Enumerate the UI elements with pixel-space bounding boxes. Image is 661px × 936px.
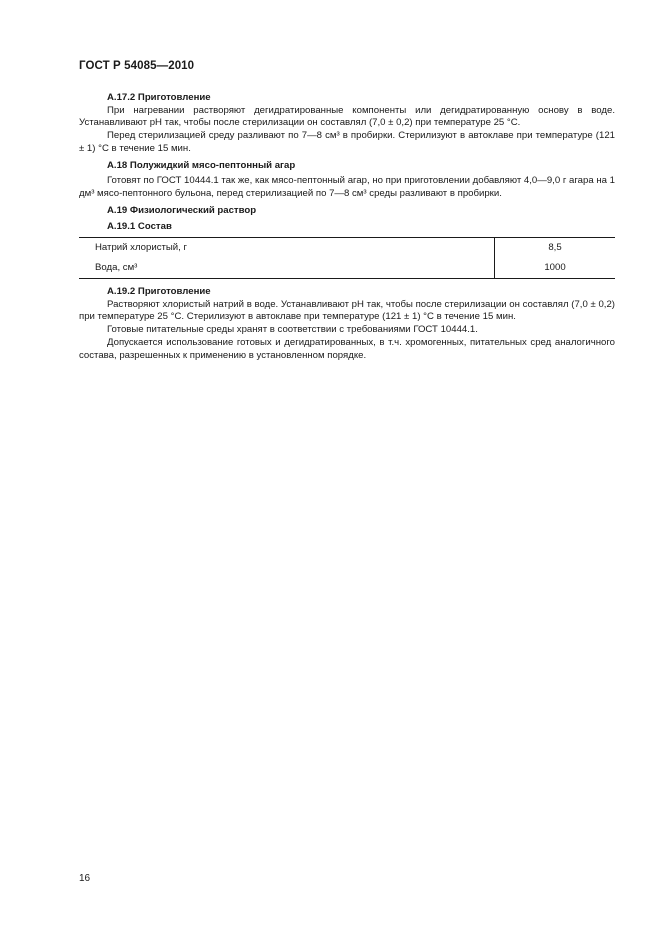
page-number: 16 [79, 873, 91, 884]
page-content [79, 92, 615, 362]
table-cell-name: Вода, см³ [79, 258, 495, 279]
table-cell-value: 8,5 [495, 238, 616, 259]
table-row [79, 238, 615, 259]
section-heading-a17-2: А.17.2 Приготовление [107, 92, 211, 103]
paragraph: Перед стерилизацией среду разливают по 7—8 см³ в пробирки. Стерилизуют в автоклаве при температуре (121 ± 1) °C в течение 15 мин. [79, 130, 615, 154]
composition-table [79, 237, 615, 279]
table-cell-value: 1000 [495, 258, 616, 279]
subsection-heading-a19-1: А.19.1 Состав [107, 221, 172, 233]
paragraph: Допускается использование готовых и дегидратированных, в т.ч. хромогенных, питательных сред аналогичного состава, разрешенных к применению в установленном порядке. [79, 336, 615, 361]
paragraph: Готовят по ГОСТ 10444.1 так же, как мясо-пептонный агар, но при приготовлении добавляют 4,0—9,0 г агара на 1 дм³ мясо-пептонного бульона, перед стерилизацией по 7—8 см³ среды разливают в пробирки. [79, 175, 615, 199]
paragraph: При нагревании растворяют дегидратированные компоненты или дегидратированную основу в воде. Устанавливают pH так, чтобы после стерилизации он составлял (7,0 ± 0,2) при температуре 25 °C. [79, 104, 615, 129]
paragraph: Растворяют хлористый натрий в воде. Устанавливают pH так, чтобы после стерилизации он составлял (7,0 ± 0,2) при температуре 25 °C. Стерилизуют в автоклаве при температуре (121 ± 1) °C в течение 15 мин. [79, 298, 615, 323]
section-heading-a18: А.18 Полужидкий мясо-пептонный агар [107, 159, 296, 171]
document-header: ГОСТ Р 54085—2010 [79, 60, 195, 72]
table-row [79, 258, 615, 279]
section-heading-a19: А.19 Физиологический раствор [107, 204, 257, 216]
table-cell-name: Натрий хлористый, г [79, 238, 495, 259]
section-heading-a19-2: А.19.2 Приготовление [107, 286, 211, 298]
paragraph: Готовые питательные среды хранят в соответствии с требованиями ГОСТ 10444.1. [107, 324, 478, 336]
